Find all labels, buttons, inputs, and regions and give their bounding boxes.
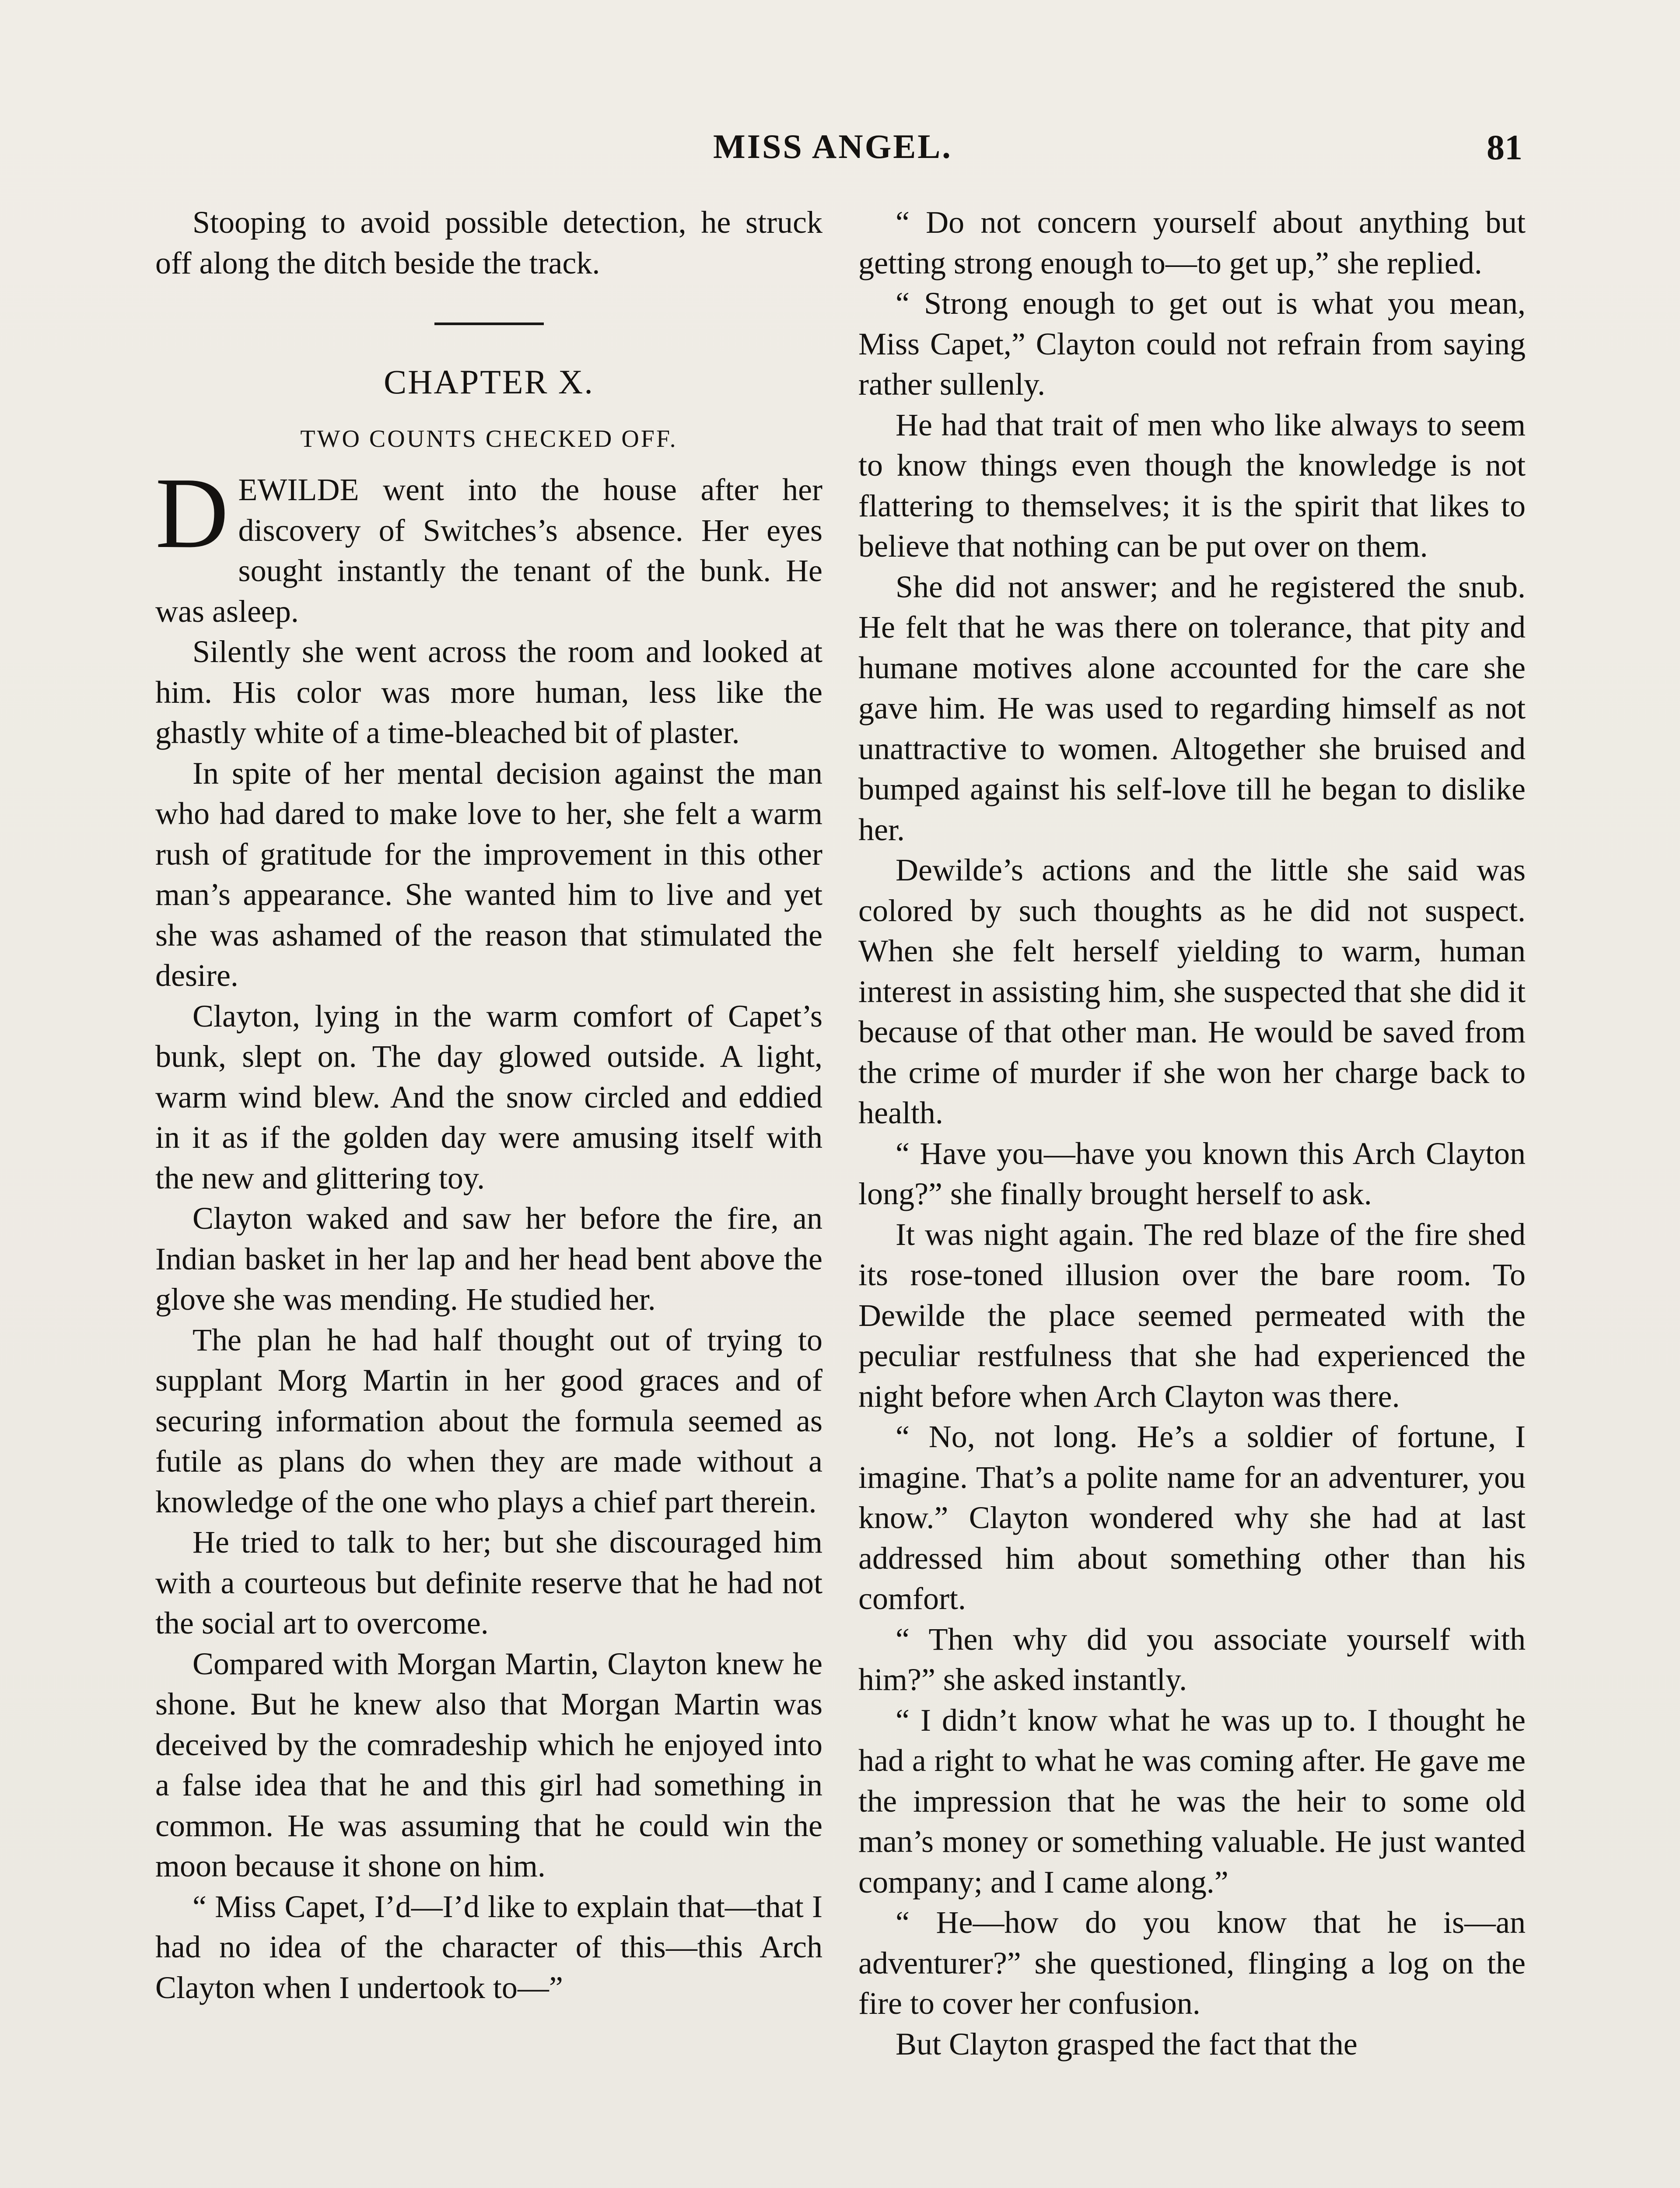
paragraph: Compared with Morgan Martin, Clayton knew he shone. But he knew also that Morgan Martin was deceived by the comradeship which he enjoyed into a false idea that he and this girl had something in common. He was assuming that he could win the moon because it shone on him.: [155, 1646, 822, 1883]
paragraph: Clayton, lying in the warm comfort of Capet’s bunk, slept on. The day glowed outside. A light, warm wind blew. And the snow circled and eddied in it as if the golden day were amusing itself with the new and glittering toy.: [155, 998, 822, 1196]
right-column: [858, 202, 1526, 2064]
running-title: MISS ANGEL.: [713, 127, 952, 165]
paragraph: The plan he had half thought out of trying to supplant Morg Martin in her good graces and of securing information about the formula seemed as futile as plans do when they are made without a knowledge of the one who plays a chief part therein.: [155, 1322, 822, 1519]
drop-cap: D: [155, 457, 229, 569]
paragraph: He had that trait of men who like always to seem to know things even though the knowledge is not flattering to themselves; it is the spirit that likes to believe that nothing can be put over on them.: [858, 407, 1526, 564]
paragraph: “ Strong enough to get out is what you mean, Miss Capet,” Clayton could not refrain from saying rather sullenly.: [858, 286, 1526, 402]
paragraph: “ Have you—have you known this Arch Clayton long?” she finally brought herself to ask.: [858, 1136, 1526, 1211]
paragraph: “ Do not concern yourself about anything but getting strong enough to—to get up,” she replied.: [858, 205, 1526, 281]
paragraph: “ Then why did you associate yourself with him?” she asked instantly.: [858, 1621, 1526, 1697]
paragraph: Stooping to avoid possible detection, he struck off along the ditch beside the track.: [155, 205, 822, 281]
paragraph: She did not answer; and he registered the snub. He felt that he was there on tolerance, that pity and humane motives alone accounted for the care she gave him. He was used to regarding himself as not unattractive to women. Altogether she bruised and bumped against his self-love till he began to dislike her.: [858, 569, 1526, 847]
page-number: 81: [1487, 127, 1522, 167]
paragraph: Dewilde’s actions and the little she said was colored by such thoughts as he did not suspect. When she felt herself yielding to warm, human interest in assisting him, she suspected that she did it because of that other man. He would be saved from the crime of murder if she won her charge back to health.: [858, 852, 1526, 1130]
left-column: [155, 202, 822, 2008]
paragraph: It was night again. The red blaze of the fire shed its rose-toned illusion over the bare room. To Dewilde the place seemed permeated with the peculiar restfulness that she had experienced the night before when Arch Clayton was there.: [858, 1217, 1526, 1414]
paragraph: He tried to talk to her; but she discouraged him with a courteous but definite reserve that he had not the social art to overcome.: [155, 1525, 822, 1641]
section-divider: [434, 323, 544, 325]
paragraph: “ Miss Capet, I’d—I’d like to explain that—that I had no idea of the character of this—this Arch Clayton when I undertook to—”: [155, 1889, 822, 2005]
paragraph: In spite of her mental decision against the man who had dared to make love to her, she felt a warm rush of gratitude for the improvement in this other man’s appearance. She wanted him to live and yet she was ashamed of the reason that stimulated the desire.: [155, 755, 822, 993]
chapter-title: CHAPTER X.: [384, 363, 594, 401]
paragraph: “ I didn’t know what he was up to. I thought he had a right to what he was coming after. He gave me the impression that he was the heir to some old man’s money or something valuable. He just wanted company; and I came along.”: [858, 1702, 1526, 1900]
opening-paragraph: [155, 457, 822, 631]
opening-paragraph-text: EWILDE went into the house after her discovery of Switches’s absence. Her eyes sought instantly the tenant of the bunk. He was asleep.: [155, 472, 822, 629]
paragraph: Clayton waked and saw her before the fire, an Indian basket in her lap and her head bent above the glove she was mending. He studied her.: [155, 1201, 822, 1317]
paragraph: “ He—how do you know that he is—an adventurer?” she questioned, flinging a log on the fire to cover her confusion.: [858, 1905, 1526, 2021]
chapter-subtitle: TWO COUNTS CHECKED OFF.: [300, 425, 678, 452]
paragraph: Silently she went across the room and looked at him. His color was more human, less like the ghastly white of a time-bleached bit of plaster.: [155, 634, 822, 750]
paragraph: But Clayton grasped the fact that the: [896, 2026, 1358, 2062]
paragraph: “ No, not long. He’s a soldier of fortune, I imagine. That’s a polite name for an adventurer, you know.” Clayton wondered why she had at last addressed him about something other than his comfort.: [858, 1419, 1526, 1616]
